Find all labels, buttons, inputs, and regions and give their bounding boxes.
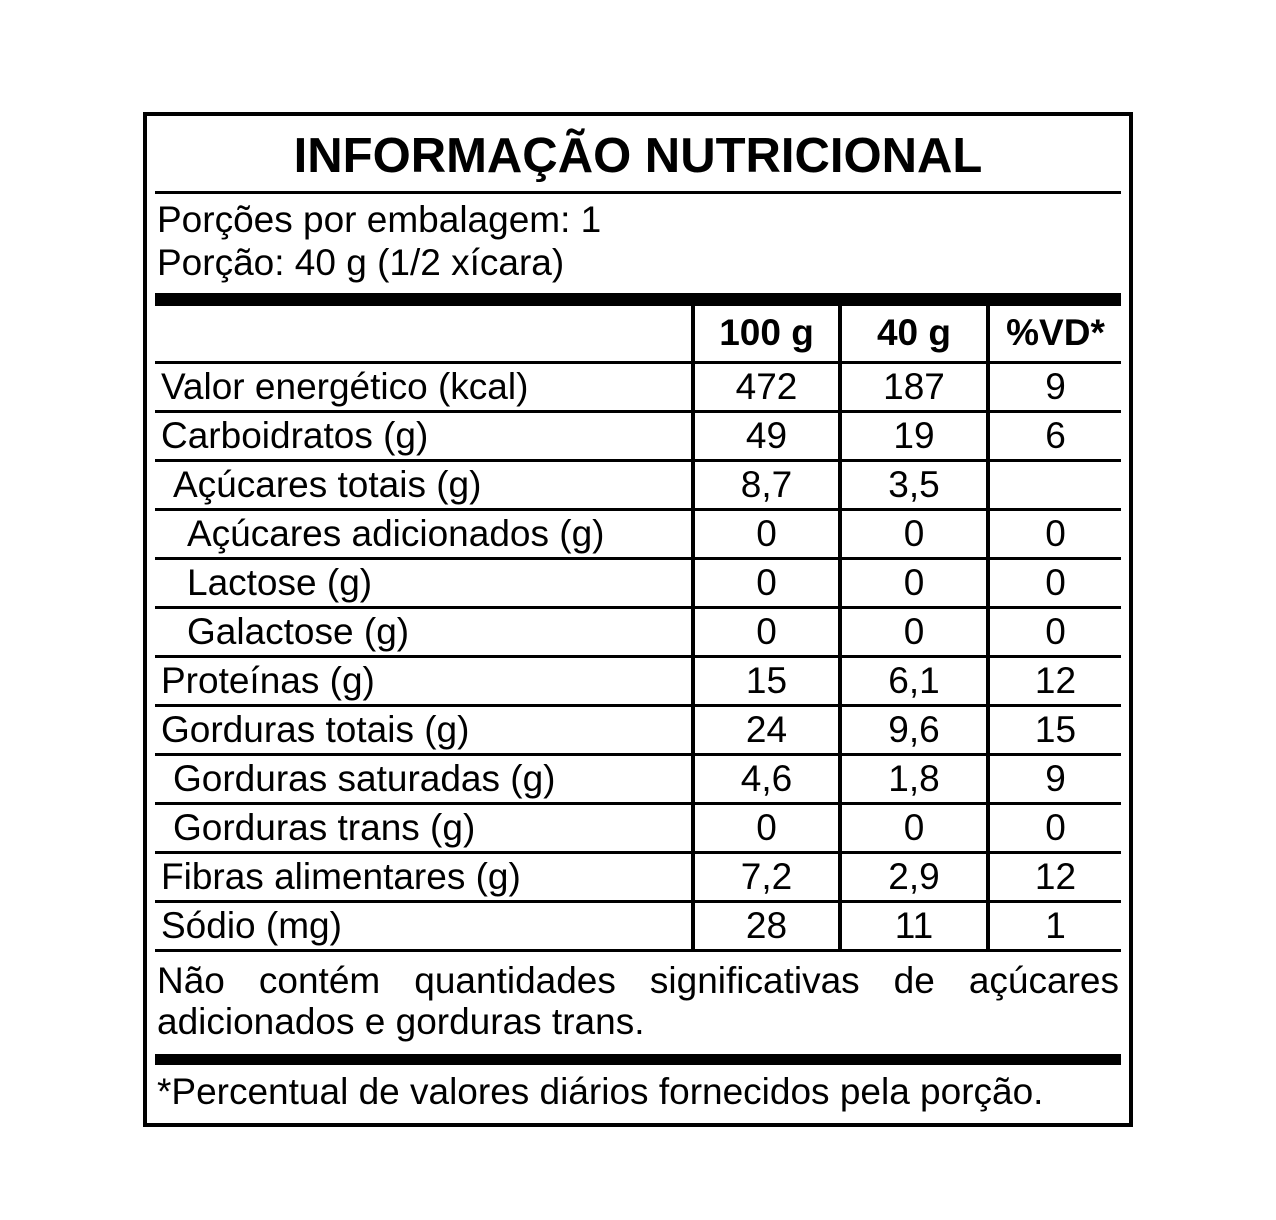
table-row xyxy=(155,460,1121,509)
value-vd: 0 xyxy=(988,607,1121,656)
insignificant-amounts-note: Não contém quantidades significativas de açúcares adicionados e gorduras trans. xyxy=(157,959,1119,1042)
nutrient-name: Galactose (g) xyxy=(155,607,693,656)
value-40g: 11 xyxy=(840,901,988,950)
value-100g: 15 xyxy=(693,656,840,705)
column-header-nutrient xyxy=(155,306,693,362)
value-vd: 12 xyxy=(988,656,1121,705)
value-100g: 0 xyxy=(693,607,840,656)
value-40g: 19 xyxy=(840,411,988,460)
value-vd: 12 xyxy=(988,852,1121,901)
value-100g: 0 xyxy=(693,509,840,558)
nutrient-name: Gorduras trans (g) xyxy=(155,803,693,852)
servings-per-package: Porções por embalagem: 1 xyxy=(157,199,602,240)
table-row xyxy=(155,705,1121,754)
value-100g: 4,6 xyxy=(693,754,840,803)
nutrient-name: Sódio (mg) xyxy=(155,901,693,950)
section-divider-bar-top xyxy=(155,293,1121,306)
column-header-vd: %VD* xyxy=(988,306,1121,362)
value-vd: 9 xyxy=(988,362,1121,411)
value-vd: 0 xyxy=(988,803,1121,852)
nutrient-name: Açúcares totais (g) xyxy=(155,460,693,509)
value-40g: 3,5 xyxy=(840,460,988,509)
daily-value-footnote: *Percentual de valores diários fornecidos pela porção. xyxy=(157,1070,1044,1112)
nutrient-name: Fibras alimentares (g) xyxy=(155,852,693,901)
nutrition-label xyxy=(143,112,1133,1127)
section-divider-bar-bottom xyxy=(155,1054,1121,1065)
nutrition-table xyxy=(155,306,1121,952)
value-100g: 49 xyxy=(693,411,840,460)
nutrient-name: Carboidratos (g) xyxy=(155,411,693,460)
nutrient-name: Proteínas (g) xyxy=(155,656,693,705)
serving-info xyxy=(155,194,1121,293)
table-row xyxy=(155,558,1121,607)
nutrient-name: Valor energético (kcal) xyxy=(155,362,693,411)
value-100g: 7,2 xyxy=(693,852,840,901)
value-40g: 0 xyxy=(840,607,988,656)
column-header-40g: 40 g xyxy=(840,306,988,362)
value-vd: 15 xyxy=(988,705,1121,754)
value-100g: 8,7 xyxy=(693,460,840,509)
table-row xyxy=(155,509,1121,558)
value-40g: 6,1 xyxy=(840,656,988,705)
table-row xyxy=(155,411,1121,460)
value-vd: 6 xyxy=(988,411,1121,460)
table-header-row xyxy=(155,306,1121,362)
value-100g: 0 xyxy=(693,803,840,852)
label-title: INFORMAÇÃO NUTRICIONAL xyxy=(293,129,983,183)
value-vd: 1 xyxy=(988,901,1121,950)
value-100g: 472 xyxy=(693,362,840,411)
value-vd: 0 xyxy=(988,509,1121,558)
nutrient-name: Gorduras totais (g) xyxy=(155,705,693,754)
value-vd: 9 xyxy=(988,754,1121,803)
value-40g: 1,8 xyxy=(840,754,988,803)
value-40g: 0 xyxy=(840,803,988,852)
nutrient-name: Lactose (g) xyxy=(155,558,693,607)
table-row xyxy=(155,852,1121,901)
value-40g: 187 xyxy=(840,362,988,411)
value-100g: 24 xyxy=(693,705,840,754)
table-row xyxy=(155,754,1121,803)
column-header-100g: 100 g xyxy=(693,306,840,362)
value-vd xyxy=(988,460,1121,509)
value-40g: 0 xyxy=(840,509,988,558)
table-row xyxy=(155,607,1121,656)
value-40g: 9,6 xyxy=(840,705,988,754)
table-row xyxy=(155,803,1121,852)
nutrient-name: Açúcares adicionados (g) xyxy=(155,509,693,558)
nutrient-name: Gorduras saturadas (g) xyxy=(155,754,693,803)
table-row xyxy=(155,901,1121,950)
value-40g: 2,9 xyxy=(840,852,988,901)
table-row xyxy=(155,656,1121,705)
value-100g: 0 xyxy=(693,558,840,607)
value-40g: 0 xyxy=(840,558,988,607)
table-row xyxy=(155,362,1121,411)
value-vd: 0 xyxy=(988,558,1121,607)
serving-size: Porção: 40 g (1/2 xícara) xyxy=(157,242,565,283)
value-100g: 28 xyxy=(693,901,840,950)
